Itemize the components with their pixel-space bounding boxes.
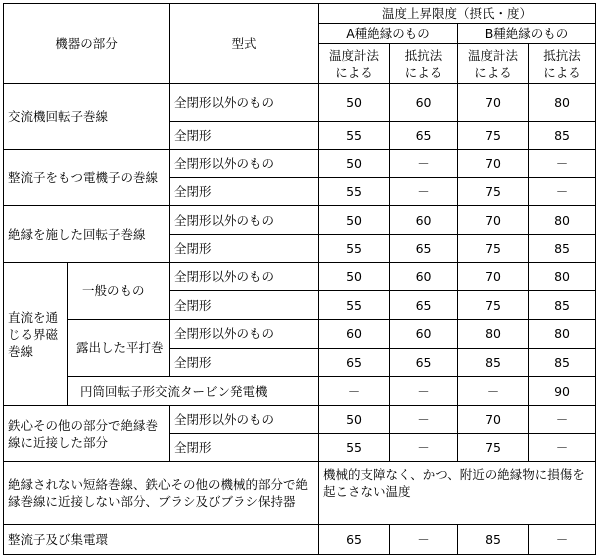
value-cell: 65 [319,524,390,554]
value-cell: － [390,434,458,462]
value-cell: 60 [390,319,458,348]
type-cell: 全閉形 [170,177,319,205]
table-row [4,263,596,291]
sub-label-exposed: 露出した平打巻 [68,319,170,376]
value-cell: － [529,524,596,554]
type-cell: 全閉形以外のもの [170,263,319,291]
value-cell: － [529,149,596,177]
value-cell: 65 [390,348,458,376]
value-cell: 55 [319,177,390,205]
value-cell: 50 [319,84,390,121]
temperature-rise-limit-table [3,3,596,555]
type-cell: 全閉形 [170,348,319,376]
value-cell: 75 [458,235,529,263]
value-cell: 80 [529,263,596,291]
table-row [4,84,596,121]
value-cell: 60 [319,319,390,348]
value-cell: 70 [458,263,529,291]
value-cell: 60 [390,84,458,121]
value-cell: 80 [458,319,529,348]
value-cell: 50 [319,206,390,235]
value-cell: 65 [390,235,458,263]
value-cell: 65 [390,121,458,149]
value-cell: 60 [390,263,458,291]
value-cell: 70 [458,206,529,235]
type-cell: 全閉形以外のもの [170,149,319,177]
row-label-core-near: 鉄心その他の部分で絶縁巻線に近接した部分 [4,406,170,462]
value-cell: 55 [319,434,390,462]
value-cell: － [529,177,596,205]
type-cell: 全閉形 [170,434,319,462]
value-cell: － [390,177,458,205]
table-row [4,462,596,524]
value-cell: 80 [529,84,596,121]
sub-label-general: 一般のもの [68,263,170,319]
value-cell: 70 [458,84,529,121]
value-cell: 85 [529,235,596,263]
value-cell: 85 [458,524,529,554]
value-cell: 85 [458,348,529,376]
row-label-commutator: 整流子及び集電環 [4,524,319,554]
value-cell: － [390,406,458,434]
type-cell: 全閉形以外のもの [170,84,319,121]
sub-label-turbine: 円筒回転子形交流タービン発電機 [68,376,319,405]
type-cell: 全閉形以外のもの [170,406,319,434]
table-row [4,319,596,348]
table-row [4,376,596,405]
header-part: 機器の部分 [4,4,170,84]
value-cell: 85 [529,348,596,376]
value-cell: － [529,406,596,434]
type-cell: 全閉形以外のもの [170,319,319,348]
row-label-uninsulated: 絶縁されない短絡巻線、鉄心その他の機械的部分で絶縁巻線に近接しない部分、ブラシ及びブラシ保持器 [4,462,319,524]
value-cell: 80 [529,319,596,348]
value-cell: 75 [458,121,529,149]
row-label-rectifier: 整流子をもつ電機子の巻線 [4,149,170,205]
value-cell: － [319,376,390,405]
header-a-thermometer: 温度計法 による [319,44,390,84]
value-cell: 55 [319,291,390,319]
table-row [4,206,596,235]
value-cell: 75 [458,291,529,319]
value-cell: － [390,524,458,554]
value-cell: － [390,149,458,177]
type-cell: 全閉形 [170,121,319,149]
value-cell: 55 [319,121,390,149]
header-type: 型式 [170,4,319,84]
header-a-resistance: 抵抗法 による [390,44,458,84]
type-cell: 全閉形以外のもの [170,206,319,235]
table-row [4,149,596,177]
value-cell: 80 [529,206,596,235]
header-b-resistance: 抵抗法 による [529,44,596,84]
type-cell: 全閉形 [170,291,319,319]
value-cell: 50 [319,263,390,291]
header-temperature-limit: 温度上昇限度（摂氏・度） [319,4,596,24]
header-b-thermometer: 温度計法 による [458,44,529,84]
value-cell: 75 [458,434,529,462]
value-cell: － [390,376,458,405]
header-class-a: A種絶縁のもの [319,24,458,44]
value-cell: 50 [319,406,390,434]
table-row [4,524,596,554]
row-label-ac-rotor: 交流機回転子巻線 [4,84,170,149]
value-cell: 60 [390,206,458,235]
value-cell: 65 [319,348,390,376]
value-cell: 55 [319,235,390,263]
note-uninsulated: 機械的支障なく、かつ、附近の絶縁物に損傷を起こさない温度 [319,462,596,524]
value-cell: 90 [529,376,596,405]
value-cell: 85 [529,121,596,149]
value-cell: 85 [529,291,596,319]
table-row [4,406,596,434]
value-cell: 70 [458,149,529,177]
value-cell: 70 [458,406,529,434]
value-cell: 50 [319,149,390,177]
value-cell: 65 [390,291,458,319]
value-cell: 75 [458,177,529,205]
row-label-dc-field: 直流を通じる界磁巻線 [4,263,68,406]
value-cell: － [458,376,529,405]
header-class-b: B種絶縁のもの [458,24,596,44]
type-cell: 全閉形 [170,235,319,263]
value-cell: － [529,434,596,462]
row-label-insulated-rotor: 絶縁を施した回転子巻線 [4,206,170,263]
